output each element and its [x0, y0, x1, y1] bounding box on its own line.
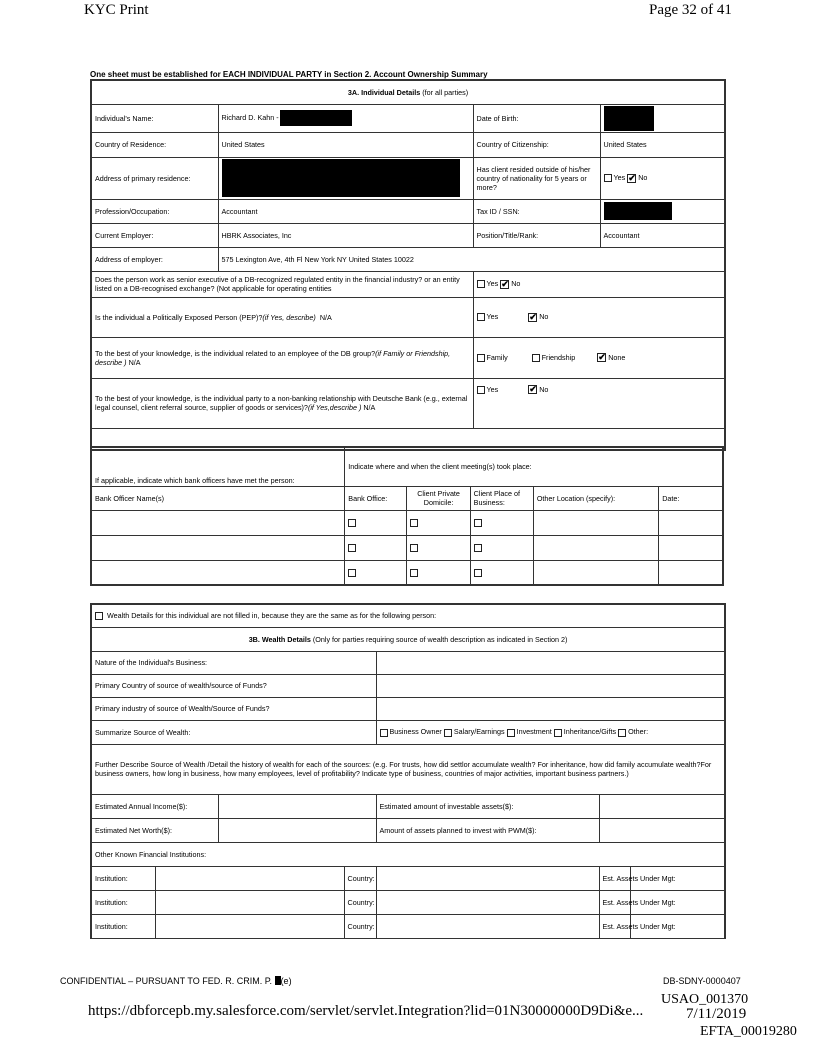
- redaction-box: [604, 202, 672, 220]
- date-cell[interactable]: [659, 510, 723, 535]
- other-location-cell[interactable]: [533, 560, 658, 585]
- nonbank-question: To the best of your knowledge, is the individual party to a non-banking relationship with Deutsche Bank (e.g., external legal counsel, client referral source, supplier of goods or services)?(if Yes,describe ) N/A: [91, 378, 473, 428]
- date-cell[interactable]: [659, 560, 723, 585]
- other-checkbox[interactable]: [618, 729, 626, 737]
- private-domicile-checkbox[interactable]: [410, 519, 418, 527]
- profession-label: Profession/Occupation:: [91, 199, 218, 223]
- senior-exec-question: Does the person work as senior executive of a DB-recognized regulated entity in the financial industry? or an entity listed on a DB-recognised exchange? (Not applicable for operating entities: [91, 271, 473, 297]
- country-label: Country:: [344, 914, 376, 938]
- institution-row: [91, 890, 725, 914]
- planned-label: Amount of assets planned to invest with PWM($):: [376, 818, 599, 842]
- position-value: Accountant: [600, 223, 725, 247]
- date-cell[interactable]: [659, 535, 723, 560]
- meeting-prompt: Indicate where and when the client meeting(s) took place:: [345, 447, 723, 486]
- same-as-note: Wealth Details for this individual are not filled in, because they are the same as for the following person:: [91, 604, 725, 627]
- officer-name-cell[interactable]: [91, 560, 345, 585]
- nonbank-answer: Yes ✔ No: [473, 378, 725, 428]
- redaction-box: [604, 106, 654, 131]
- institution-value[interactable]: [155, 914, 344, 938]
- residence-label: Country of Residence:: [91, 132, 218, 157]
- related-question: To the best of your knowledge, is the individual related to an employee of the DB group?(if Family or Friendship, describe ) N/A: [91, 337, 473, 378]
- col-private-domicile: Client Private Domicile:: [407, 486, 470, 510]
- pep-question: Is the individual a Politically Exposed Person (PEP)?(if Yes, describe) N/A: [91, 297, 473, 337]
- dob-label: Date of Birth:: [473, 104, 600, 132]
- print-date: 7/11/2019: [686, 1006, 747, 1022]
- place-business-checkbox[interactable]: [474, 519, 482, 527]
- resided-no-checkbox[interactable]: ✔: [628, 172, 636, 183]
- resided-yes-checkbox[interactable]: [604, 174, 612, 182]
- further-describe: Further Describe Source of Wealth /Detail the history of wealth for each of the sources: (e.g. For trusts, how did settlor accumulate wealth? For inheritance, how did family accumulate wealth?For business owners, how long in business, how many employees, level of profitability? Indicate type of business, countries of major activities, important business partners.): [91, 744, 725, 794]
- citizenship-label: Country of Citizenship:: [473, 132, 600, 157]
- other-location-cell[interactable]: [533, 535, 658, 560]
- redaction-box: [280, 110, 352, 126]
- other-institutions-label: Other Known Financial Institutions:: [91, 842, 725, 866]
- institution-value[interactable]: [155, 866, 344, 890]
- tax-value: [600, 199, 725, 223]
- assets-label: Est. Assets Under Mgt:: [599, 866, 630, 890]
- meeting-row: [91, 560, 723, 585]
- net-worth-value[interactable]: [218, 818, 376, 842]
- tax-label: Tax ID / SSN:: [473, 199, 600, 223]
- address-value: [218, 157, 473, 199]
- employer-address-value: 575 Lexington Ave, 4th Fl New York NY United States 10022: [218, 247, 725, 271]
- primary-country-label: Primary Country of source of wealth/source of Funds?: [91, 674, 376, 697]
- col-officer: Bank Officer Name(s): [91, 486, 345, 510]
- employer-address-label: Address of employer:: [91, 247, 218, 271]
- resided-answer: Yes ✔ No: [600, 157, 725, 199]
- dob-value: [600, 104, 725, 132]
- assets-label: Est. Assets Under Mgt:: [599, 914, 630, 938]
- institution-row: [91, 866, 725, 890]
- section-3a-title: 3A. Individual Details (for all parties): [91, 80, 725, 104]
- page-number: Page 32 of 41: [649, 2, 732, 18]
- profession-value: Accountant: [218, 199, 473, 223]
- individual-details-table: [90, 79, 726, 451]
- employer-value: HBRK Associates, Inc: [218, 223, 473, 247]
- bank-office-checkbox[interactable]: [348, 544, 356, 552]
- primary-industry-label: Primary industry of source of Wealth/Source of Funds?: [91, 697, 376, 720]
- employer-label: Current Employer:: [91, 223, 218, 247]
- senior-exec-no-checkbox[interactable]: ✔: [501, 278, 509, 289]
- position-label: Position/Title/Rank:: [473, 223, 600, 247]
- country-value[interactable]: [376, 890, 599, 914]
- section-3b-title: 3B. Wealth Details (Only for parties requiring source of wealth description as indicated in Section 2): [91, 627, 725, 651]
- senior-exec-yes-checkbox[interactable]: [477, 280, 485, 288]
- institution-label: Institution:: [91, 914, 155, 938]
- name-value: Richard D. Kahn -: [218, 104, 473, 132]
- wealth-details-table: [90, 603, 726, 939]
- efta-stamp: EFTA_00019280: [700, 1024, 797, 1039]
- col-bank-office: Bank Office:: [345, 486, 407, 510]
- redaction-box: [222, 159, 460, 197]
- salary-checkbox[interactable]: [444, 729, 452, 737]
- net-worth-label: Estimated Net Worth($):: [91, 818, 218, 842]
- print-title: KYC Print: [84, 2, 149, 18]
- senior-exec-answer: Yes ✔ No: [473, 271, 725, 297]
- pep-yes-checkbox[interactable]: [477, 313, 485, 321]
- col-date: Date:: [659, 486, 723, 510]
- officer-name-cell[interactable]: [91, 535, 345, 560]
- investable-label: Estimated amount of investable assets($):: [376, 794, 599, 818]
- primary-country-value[interactable]: [376, 674, 725, 697]
- nonbank-no-checkbox[interactable]: ✔: [529, 384, 537, 395]
- institution-label: Institution:: [91, 890, 155, 914]
- friendship-checkbox[interactable]: [532, 354, 540, 362]
- private-domicile-checkbox[interactable]: [410, 544, 418, 552]
- country-label: Country:: [344, 890, 376, 914]
- citizenship-value: United States: [600, 132, 725, 157]
- officer-name-cell[interactable]: [91, 510, 345, 535]
- inheritance-checkbox[interactable]: [554, 729, 562, 737]
- country-value[interactable]: [376, 914, 599, 938]
- other-location-cell[interactable]: [533, 510, 658, 535]
- place-business-checkbox[interactable]: [474, 544, 482, 552]
- institution-row: [91, 914, 725, 938]
- investable-value[interactable]: [599, 794, 725, 818]
- wealth-source-options: Business Owner Salary/Earnings Investment Inheritance/Gifts Other:: [376, 720, 725, 744]
- source-url[interactable]: https://dbforcepb.my.salesforce.com/servlet/servlet.Integration?lid=01N30000000D9Di&e...: [88, 1003, 644, 1019]
- summarize-label: Summarize Source of Wealth:: [91, 720, 376, 744]
- country-label: Country:: [344, 866, 376, 890]
- meeting-table: [90, 446, 724, 586]
- address-label: Address of primary residence:: [91, 157, 218, 199]
- country-value[interactable]: [376, 866, 599, 890]
- pep-answer: Yes ✔ No: [473, 297, 725, 337]
- related-answer: Family Friendship ✔ None: [473, 337, 725, 378]
- resided-question: Has client resided outside of his/her country of nationality for 5 years or more?: [473, 157, 600, 199]
- none-checkbox[interactable]: ✔: [598, 352, 606, 363]
- pep-no-checkbox[interactable]: ✔: [529, 311, 537, 322]
- private-domicile-checkbox[interactable]: [410, 569, 418, 577]
- sheet-instruction: One sheet must be established for EACH INDIVIDUAL PARTY in Section 2. Account Ownership Summary: [90, 70, 488, 79]
- residence-value: United States: [218, 132, 473, 157]
- name-label: Individual's Name:: [91, 104, 218, 132]
- bank-office-checkbox[interactable]: [348, 569, 356, 577]
- meeting-row: [91, 510, 723, 535]
- annual-income-value[interactable]: [218, 794, 376, 818]
- nonbank-yes-checkbox[interactable]: [477, 386, 485, 394]
- place-business-checkbox[interactable]: [474, 569, 482, 577]
- nature-label: Nature of the Individual's Business:: [91, 651, 376, 674]
- institution-label: Institution:: [91, 866, 155, 890]
- meeting-row: [91, 535, 723, 560]
- confidential-notice: CONFIDENTIAL – PURSUANT TO FED. R. CRIM. P. (e): [60, 976, 292, 986]
- officers-prompt: If applicable, indicate which bank officers have met the person:: [91, 447, 345, 486]
- assets-label: Est. Assets Under Mgt:: [599, 890, 630, 914]
- planned-value[interactable]: [599, 818, 725, 842]
- institution-value[interactable]: [155, 890, 344, 914]
- doc-id: DB-SDNY-0000407: [663, 976, 741, 986]
- nature-value[interactable]: [376, 651, 725, 674]
- col-place-business: Client Place of Business:: [470, 486, 533, 510]
- primary-industry-value[interactable]: [376, 697, 725, 720]
- usao-stamp: USAO_001370: [661, 992, 749, 1007]
- family-checkbox[interactable]: [477, 354, 485, 362]
- investment-checkbox[interactable]: [507, 729, 515, 737]
- business-owner-checkbox[interactable]: [380, 729, 388, 737]
- col-other-location: Other Location (specify):: [533, 486, 658, 510]
- bank-office-checkbox[interactable]: [348, 519, 356, 527]
- same-as-checkbox[interactable]: [95, 612, 103, 620]
- annual-income-label: Estimated Annual Income($):: [91, 794, 218, 818]
